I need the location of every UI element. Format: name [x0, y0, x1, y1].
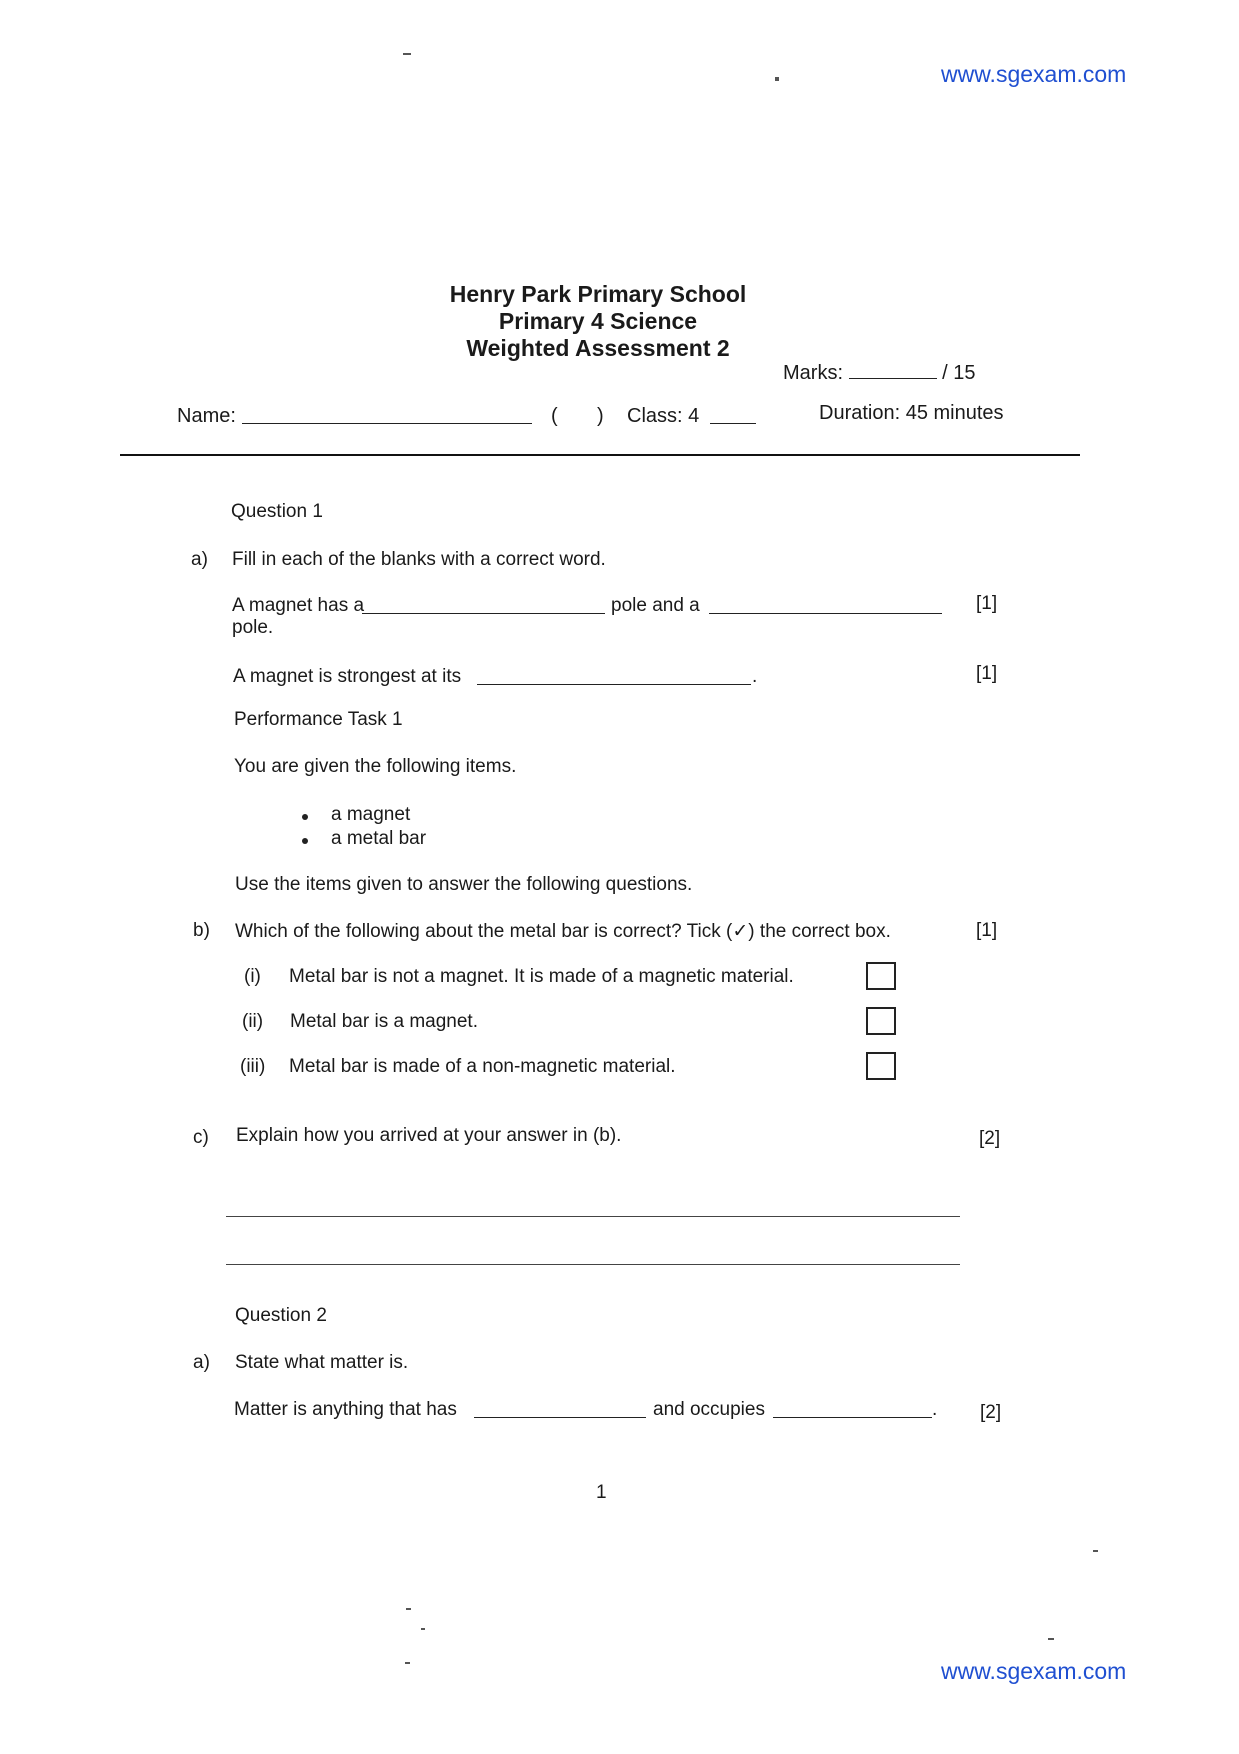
q2a-blank-1[interactable] [474, 1399, 646, 1418]
class-blank[interactable] [710, 405, 756, 424]
school-name: Henry Park Primary School [449, 281, 747, 307]
scan-speck [1048, 1638, 1054, 1640]
q2a-question: State what matter is. [235, 1352, 409, 1373]
option-i-checkbox[interactable] [866, 962, 896, 990]
header-divider [120, 454, 1080, 456]
q1a-sentence1-marks: [1] [976, 593, 998, 614]
marks-field [783, 360, 975, 385]
assessment-title: Weighted Assessment 2 [466, 335, 730, 361]
subject-title: Primary 4 Science [498, 308, 698, 334]
q1c-answer-line-1[interactable] [226, 1216, 960, 1217]
q2a-sentence-end: . [932, 1399, 938, 1420]
performance-task-use: Use the items given to answer the following questions. [235, 874, 693, 895]
option-i-num: (i) [244, 966, 261, 987]
q1b-label: b) [193, 920, 210, 941]
q1a-sentence1-start: A magnet has a [232, 595, 365, 616]
q1a-blank-1[interactable] [362, 595, 605, 614]
q1b-question: Which of the following about the metal bar is correct? Tick (✓) the correct box. [235, 921, 891, 942]
option-ii-num: (ii) [242, 1011, 264, 1032]
option-iii-num: (iii) [240, 1056, 266, 1077]
q1a-label: a) [191, 549, 208, 570]
q1a-sentence2-marks: [1] [976, 663, 998, 684]
q1a-blank-3[interactable] [477, 666, 751, 685]
q1b-marks: [1] [976, 920, 998, 941]
q1a-sentence2-start: A magnet is strongest at its [233, 666, 462, 687]
q2a-marks: [2] [980, 1402, 1002, 1423]
q1c-marks: [2] [979, 1128, 1001, 1149]
q2a-blank-2[interactable] [773, 1399, 932, 1418]
performance-task-title: Performance Task 1 [234, 709, 403, 730]
item-magnet: a magnet [331, 804, 411, 825]
option-i-text: Metal bar is not a magnet. It is made of a magnetic material. [289, 966, 794, 987]
option-iii-text: Metal bar is made of a non-magnetic material. [289, 1056, 676, 1077]
scan-speck [405, 1662, 410, 1664]
register-close-paren: ) [597, 405, 604, 427]
q1c-answer-line-2[interactable] [226, 1264, 960, 1265]
name-label: Name: [177, 405, 236, 427]
question-1-title: Question 1 [231, 501, 323, 522]
bullet-icon [302, 838, 308, 844]
marks-label: Marks: [783, 362, 843, 384]
q1c-label: c) [193, 1127, 209, 1148]
performance-task-intro: You are given the following items. [234, 756, 517, 777]
question-2-title: Question 2 [235, 1305, 327, 1326]
marks-total: / 15 [942, 362, 976, 384]
q1a-sentence1-end: pole. [232, 617, 274, 638]
scan-speck [1093, 1550, 1098, 1552]
bullet-icon [302, 814, 308, 820]
q2a-sentence-mid: and occupies [653, 1399, 765, 1420]
marks-blank[interactable] [849, 360, 937, 379]
scan-speck [775, 77, 779, 81]
q1c-question: Explain how you arrived at your answer in (b). [236, 1125, 622, 1146]
option-ii-text: Metal bar is a magnet. [290, 1011, 478, 1032]
class-label: Class: 4 [627, 405, 700, 427]
q1a-sentence1-mid: pole and a [611, 595, 700, 616]
page-number: 1 [596, 1482, 607, 1503]
scan-speck [403, 53, 411, 55]
q1a-sentence2-end: . [752, 666, 758, 687]
scan-speck [406, 1608, 411, 1610]
name-blank[interactable] [242, 405, 532, 424]
watermark-bottom[interactable]: www.sgexam.com [941, 1658, 1127, 1684]
q1a-blank-2[interactable] [709, 595, 942, 614]
scan-speck [421, 1628, 425, 1630]
q1a-instruction: Fill in each of the blanks with a correct word. [232, 549, 606, 570]
q2a-sentence-start: Matter is anything that has [234, 1399, 457, 1420]
q2a-label: a) [193, 1352, 210, 1373]
duration: Duration: 45 minutes [819, 402, 1004, 424]
item-metal-bar: a metal bar [331, 828, 427, 849]
watermark-top[interactable]: www.sgexam.com [941, 61, 1127, 87]
register-open-paren: ( [551, 405, 558, 427]
option-ii-checkbox[interactable] [866, 1007, 896, 1035]
option-iii-checkbox[interactable] [866, 1052, 896, 1080]
